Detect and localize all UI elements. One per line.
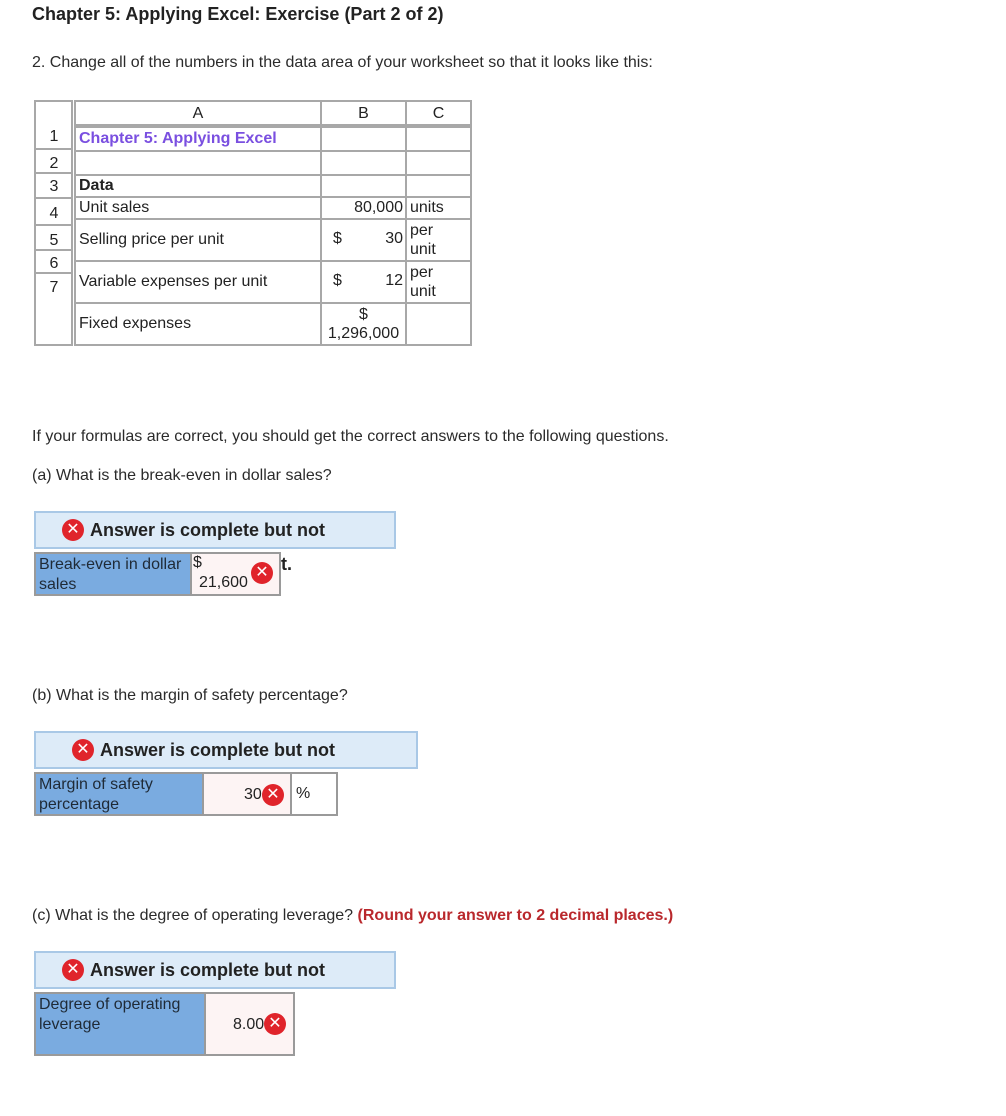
cell-value: 1,296,000 [327, 325, 400, 342]
intro-text: If your formulas are correct, you should get the correct answers to the following questions. [32, 428, 669, 445]
unit-line: per [410, 222, 434, 239]
x-circle-icon: ✕ [264, 1013, 286, 1035]
x-circle-icon: ✕ [251, 562, 273, 584]
value-cell-variable-expenses [320, 260, 407, 304]
rounding-note: (Round your answer to 2 decimal places.) [357, 907, 674, 924]
unit-cell [405, 260, 472, 304]
label-cell-variable-expenses: Variable expenses per unit [74, 260, 322, 304]
data-label-cell: Data [74, 174, 322, 198]
currency-symbol: $ [359, 306, 368, 323]
answer-banner-c [34, 951, 396, 989]
label-break-even-dollar-sales: Break-even in dollar sales [34, 552, 192, 596]
empty-cell [320, 174, 407, 198]
answer-banner-b [34, 731, 418, 769]
value-cell-selling-price [320, 218, 407, 262]
label-cell-fixed-expenses: Fixed expenses [74, 302, 322, 346]
unit-cell: units [405, 196, 472, 220]
currency-symbol: $ [333, 272, 342, 289]
percent-unit-cell: % [290, 772, 338, 816]
answer-value: 8.00 [233, 1016, 265, 1033]
question-b: (b) What is the margin of safety percentage? [32, 687, 348, 704]
col-header-a: A [74, 100, 322, 126]
empty-cell [405, 150, 472, 176]
gutter-border [34, 100, 73, 346]
value-cell-fixed-expenses [320, 302, 407, 346]
row-number: 6 [49, 255, 59, 272]
banner-text: Answer is complete but not [90, 959, 326, 980]
banner-text: Answer is complete but not [90, 519, 326, 540]
gutter-divider [34, 224, 73, 226]
gutter-divider [34, 172, 73, 174]
x-circle-icon: ✕ [72, 739, 94, 761]
question-c-text: (c) What is the degree of operating leverage? [32, 907, 354, 924]
label-degree-operating-leverage: Degree of operating leverage [34, 992, 206, 1056]
unit-cell [405, 218, 472, 262]
title-cell: Chapter 5: Applying Excel [74, 126, 322, 152]
data-spreadsheet [34, 100, 472, 346]
col-header-c: C [405, 100, 472, 126]
page-title: Chapter 5: Applying Excel: Exercise (Part 2 of 2) [32, 4, 444, 24]
currency-symbol: $ [193, 554, 202, 571]
empty-cell [405, 174, 472, 198]
gutter-divider [34, 272, 73, 274]
answer-banner-a [34, 511, 396, 549]
banner-text: Answer is complete but not [100, 739, 336, 760]
unit-line: unit [410, 283, 436, 300]
empty-cell [320, 150, 407, 176]
row-number: 4 [49, 205, 59, 222]
x-circle-icon: ✕ [262, 784, 284, 806]
question-c [32, 907, 673, 925]
row-number: 5 [49, 232, 59, 249]
x-circle-icon: ✕ [62, 959, 84, 981]
row-number: 7 [49, 279, 59, 296]
question-a: (a) What is the break-even in dollar sales? [32, 467, 332, 484]
empty-cell [405, 126, 472, 152]
gutter-divider [34, 148, 73, 150]
row-number: 3 [49, 178, 59, 195]
x-circle-icon: ✕ [62, 519, 84, 541]
unit-line: per [410, 264, 434, 281]
unit-line: unit [410, 241, 436, 258]
answer-value: 21,600 [199, 574, 248, 591]
label-cell-selling-price: Selling price per unit [74, 218, 322, 262]
cell-value: 30 [385, 230, 403, 247]
empty-cell [320, 126, 407, 152]
label-cell-unit-sales: Unit sales [74, 196, 322, 220]
empty-cell [405, 302, 472, 346]
value-cell-unit-sales: 80,000 [320, 196, 407, 220]
row-number: 2 [49, 155, 59, 172]
currency-symbol: $ [333, 230, 342, 247]
col-header-b: B [320, 100, 407, 126]
instruction-text: 2. Change all of the numbers in the data area of your worksheet so that it looks like this: [32, 54, 653, 71]
overflow-text: t. [281, 554, 292, 574]
label-margin-of-safety: Margin of safety percentage [34, 772, 204, 816]
gutter-divider [34, 249, 73, 251]
row-number: 1 [49, 128, 59, 145]
empty-cell [74, 150, 322, 176]
answer-value: 30 [244, 786, 262, 803]
cell-value: 12 [385, 272, 403, 289]
gutter-divider [34, 197, 73, 199]
